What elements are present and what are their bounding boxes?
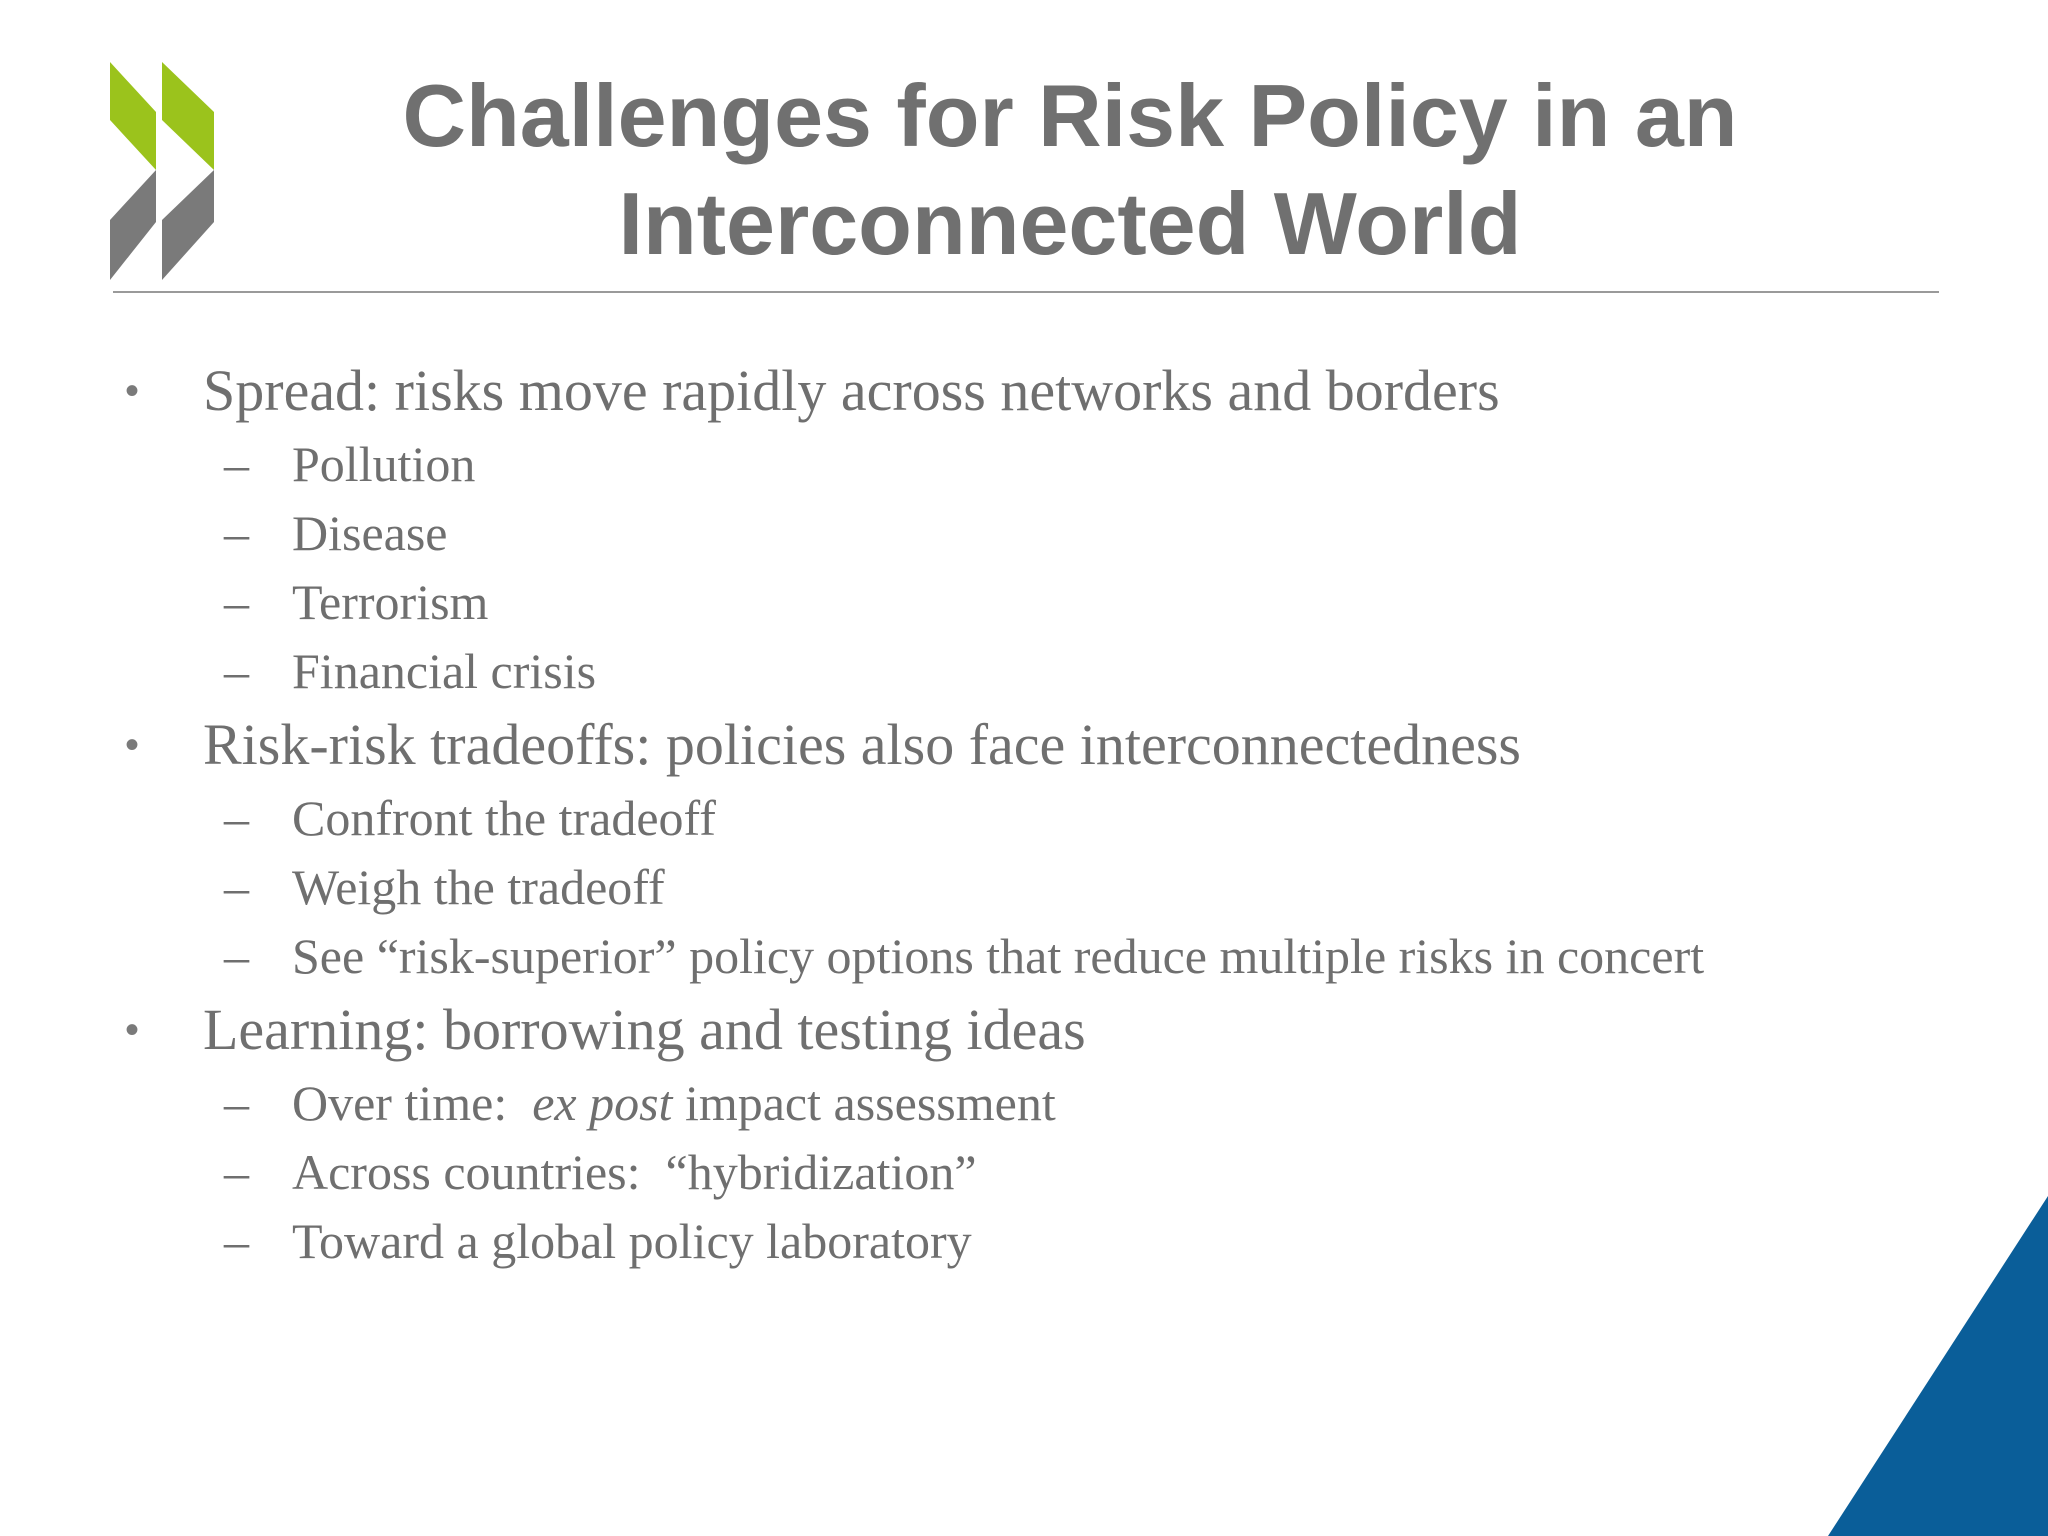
sub-item-text-italic: ex post	[532, 1075, 673, 1131]
sub-item-text: Toward a global policy laboratory	[292, 1213, 972, 1269]
sub-item-text: Pollution	[292, 436, 476, 492]
bullet-marker: •	[125, 1008, 140, 1052]
sub-item-text-before: Over time:	[292, 1075, 533, 1131]
bullet-marker: •	[125, 723, 140, 767]
bullet-marker: •	[125, 369, 140, 413]
dash-marker: –	[224, 1075, 249, 1131]
sub-item-text: Across countries: “hybridization”	[292, 1144, 977, 1200]
slide-title-line-2: Interconnected World	[618, 174, 1522, 273]
dash-marker: –	[224, 859, 249, 915]
sub-item-text: Confront the tradeoff	[292, 790, 716, 846]
dash-marker: –	[224, 436, 249, 492]
sub-item-text: Weigh the tradeoff	[292, 859, 665, 915]
sub-item-text: Disease	[292, 505, 448, 561]
dash-marker: –	[224, 1213, 249, 1269]
slide-title-line-1: Challenges for Risk Policy in an	[402, 66, 1738, 165]
sub-item-text	[292, 1073, 1056, 1133]
corner-triangle-decoration	[1828, 1196, 2048, 1536]
dash-marker: –	[224, 790, 249, 846]
sub-item-text-after: impact assessment	[672, 1075, 1056, 1131]
bullet-text: Risk-risk tradeoffs: policies also face interconnectedness	[203, 712, 1521, 777]
bullet-text: Learning: borrowing and testing ideas	[203, 997, 1086, 1062]
dash-marker: –	[224, 1144, 249, 1200]
sub-item-text: Terrorism	[292, 574, 489, 630]
sub-item-text: Financial crisis	[292, 643, 597, 699]
dash-marker: –	[224, 505, 249, 561]
dash-marker: –	[224, 928, 249, 984]
bullet-text: Spread: risks move rapidly across networks and borders	[203, 358, 1500, 423]
dash-marker: –	[224, 574, 249, 630]
dash-marker: –	[224, 643, 249, 699]
sub-item-text: See “risk-superior” policy options that reduce multiple risks in concert	[292, 928, 1705, 984]
